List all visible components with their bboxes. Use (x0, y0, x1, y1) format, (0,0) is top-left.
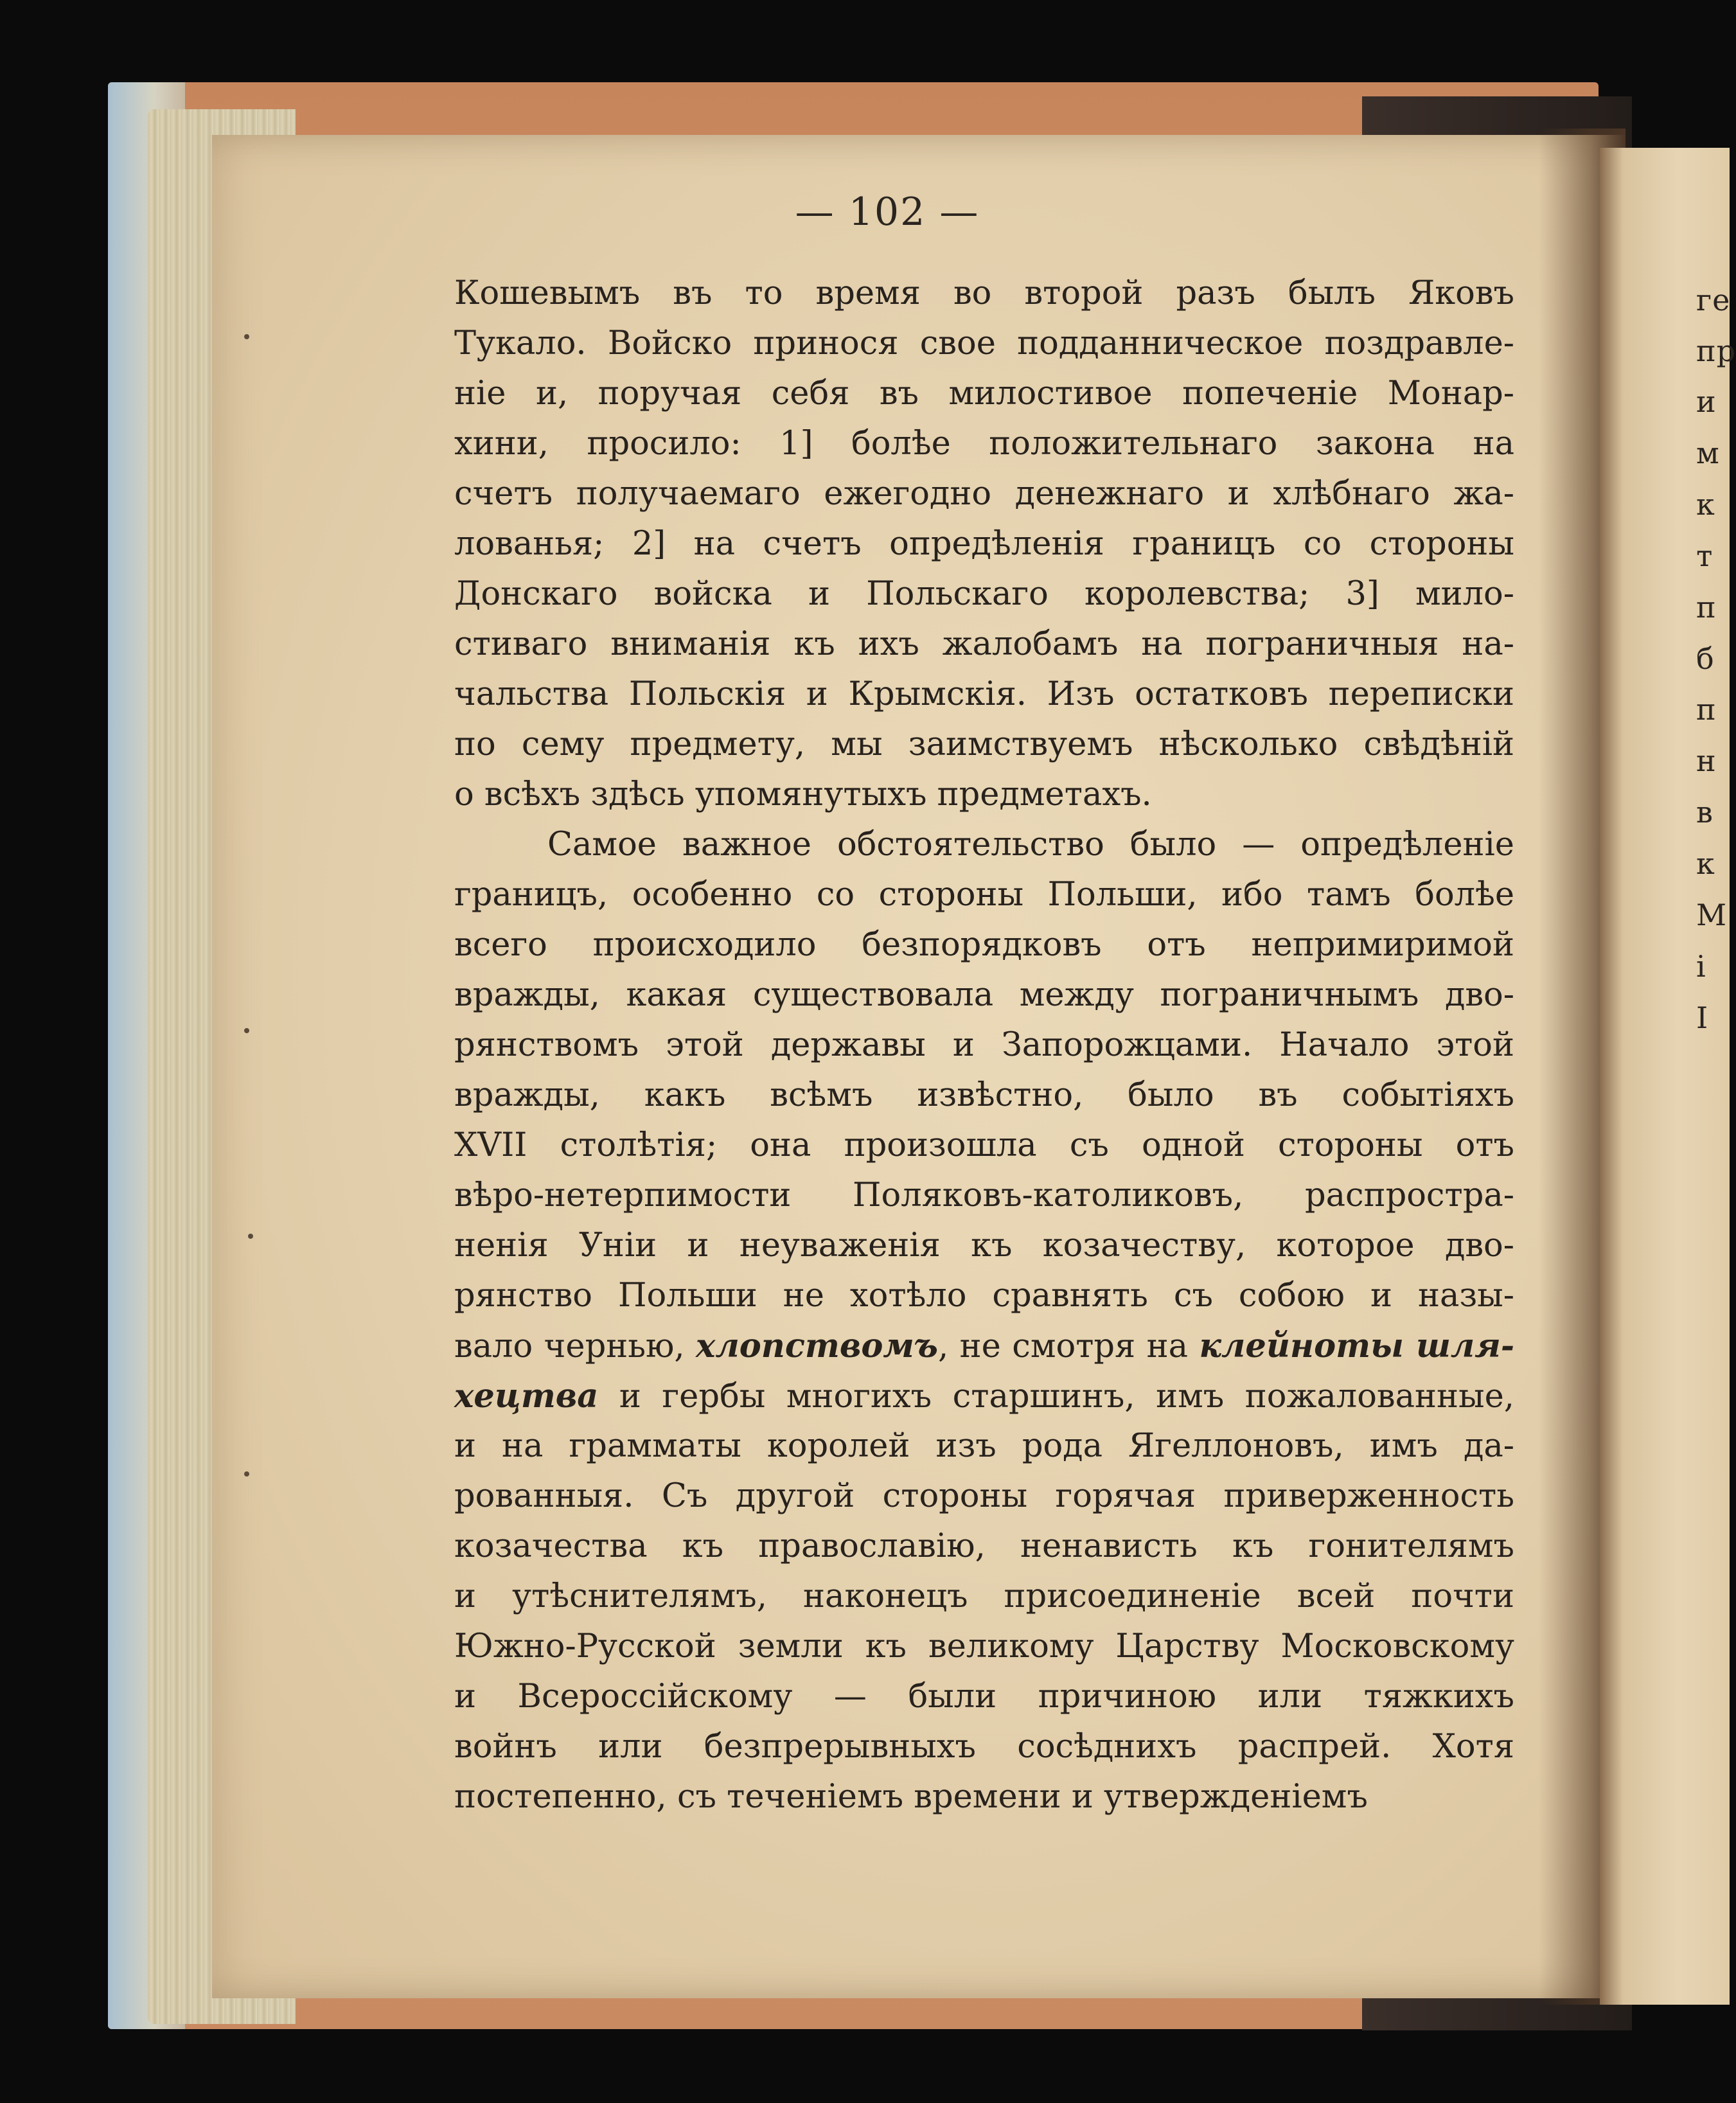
text-line: ненія Уніи и неуваженія къ козачеству, которое дво- (454, 1227, 1514, 1264)
text-line (454, 1321, 1514, 1371)
text-line: Южно-Русской земли къ великому Царству Московскому (454, 1628, 1514, 1665)
facing-text-fragment: І (1696, 1000, 1709, 1035)
facing-text-fragment: к (1696, 846, 1715, 881)
text-line: войнъ или безпрерывныхъ сосѣднихъ распрей. Хотя (454, 1728, 1514, 1766)
page-number (0, 190, 1730, 235)
facing-text-fragment: і (1696, 949, 1706, 984)
facing-text-fragment: к (1696, 487, 1715, 522)
facing-page (1600, 148, 1736, 2005)
text-line: вѣро-нетерпимости Поляковъ-католиковъ, распростра- (454, 1176, 1514, 1214)
text-line: вражды, какая существовала между пограничнымъ дво- (454, 976, 1514, 1014)
text-line: XVII столѣтія; она произошла съ одной стороны отъ (454, 1126, 1514, 1164)
text-line: постепенно, съ теченіемъ времени и утвержденіемъ (454, 1778, 1368, 1816)
italic-text: хлопствомъ (696, 1327, 938, 1365)
text-line: границъ, особенно со стороны Польши, ибо тамъ болѣе (454, 876, 1514, 914)
text-line: рянство Польши не хотѣло сравнять съ собою и назы- (454, 1277, 1514, 1315)
text-line: хини, просило: 1] болѣе положительнаго закона на (454, 425, 1514, 463)
text-line: козачества къ православію, ненависть къ гонителямъ (454, 1527, 1514, 1565)
facing-text-fragment: б (1696, 641, 1715, 676)
text-line: стиваго вниманія къ ихъ жалобамъ на пограничныя на- (454, 625, 1514, 663)
text-fragment: , не смотря на (937, 1327, 1200, 1365)
text-line: чальства Польскія и Крымскія. Изъ остатковъ переписки (454, 675, 1514, 713)
page-number-text: — 102 — (795, 190, 980, 235)
page-text-block (454, 269, 1514, 1822)
text-line: лованья; 2] на счетъ опредѣленія границъ со стороны (454, 525, 1514, 563)
text-line: Тукало. Войско принося свое подданническое поздравле- (454, 324, 1514, 362)
text-line: Кошевымъ въ то время во второй разъ былъ Яковъ (454, 274, 1514, 312)
text-line: ніе и, поручая себя въ милостивое попеченіе Монар- (454, 375, 1514, 413)
paper-specks (244, 334, 263, 1876)
text-fragment: вало чернью, (454, 1327, 696, 1365)
text-line: счетъ получаемаго ежегодно денежнаго и хлѣбнаго жа- (454, 475, 1514, 513)
text-line: рованныя. Съ другой стороны горячая приверженность (454, 1477, 1514, 1515)
facing-text-fragment: пр (1696, 333, 1736, 368)
text-line: и Всероссійскому — были причиною или тяжкихъ (454, 1678, 1514, 1716)
facing-text-fragment: м (1696, 436, 1720, 470)
facing-text-fragment: п (1696, 590, 1717, 625)
text-line: и на грамматы королей изъ рода Ягеллоновъ, имъ да- (454, 1427, 1514, 1465)
facing-text-fragment: в (1696, 795, 1714, 830)
facing-text-fragment: н (1696, 743, 1717, 778)
italic-text: хецтва (454, 1377, 599, 1415)
text-line: по сему предмету, мы заимствуемъ нѣсколько свѣдѣній (454, 725, 1514, 763)
facing-text-fragment: ге (1696, 283, 1731, 317)
text-line: Донскаго войска и Польскаго королевства; 3] мило- (454, 575, 1514, 613)
facing-text-fragment: и (1696, 384, 1717, 419)
text-line: Самое важное обстоятельство было — опредѣленіе (547, 826, 1514, 864)
text-line: вражды, какъ всѣмъ извѣстно, было въ событіяхъ (454, 1076, 1514, 1114)
text-fragment: и гербы многихъ старшинъ, имъ пожалованные, (598, 1378, 1514, 1415)
text-line: всего происходило безпорядковъ отъ непримиримой (454, 926, 1514, 964)
text-line: и утѣснителямъ, наконецъ присоединеніе всей почти (454, 1577, 1514, 1615)
facing-text-fragment: М (1696, 898, 1728, 932)
facing-text-fragment: п (1696, 692, 1717, 727)
text-line (454, 1371, 1514, 1421)
text-line: рянствомъ этой державы и Запорожцами. Начало этой (454, 1026, 1514, 1064)
italic-text: клейноты шля- (1199, 1327, 1515, 1365)
text-line: о всѣхъ здѣсь упомянутыхъ предметахъ. (454, 776, 1152, 813)
facing-text-fragment: т (1696, 538, 1714, 573)
